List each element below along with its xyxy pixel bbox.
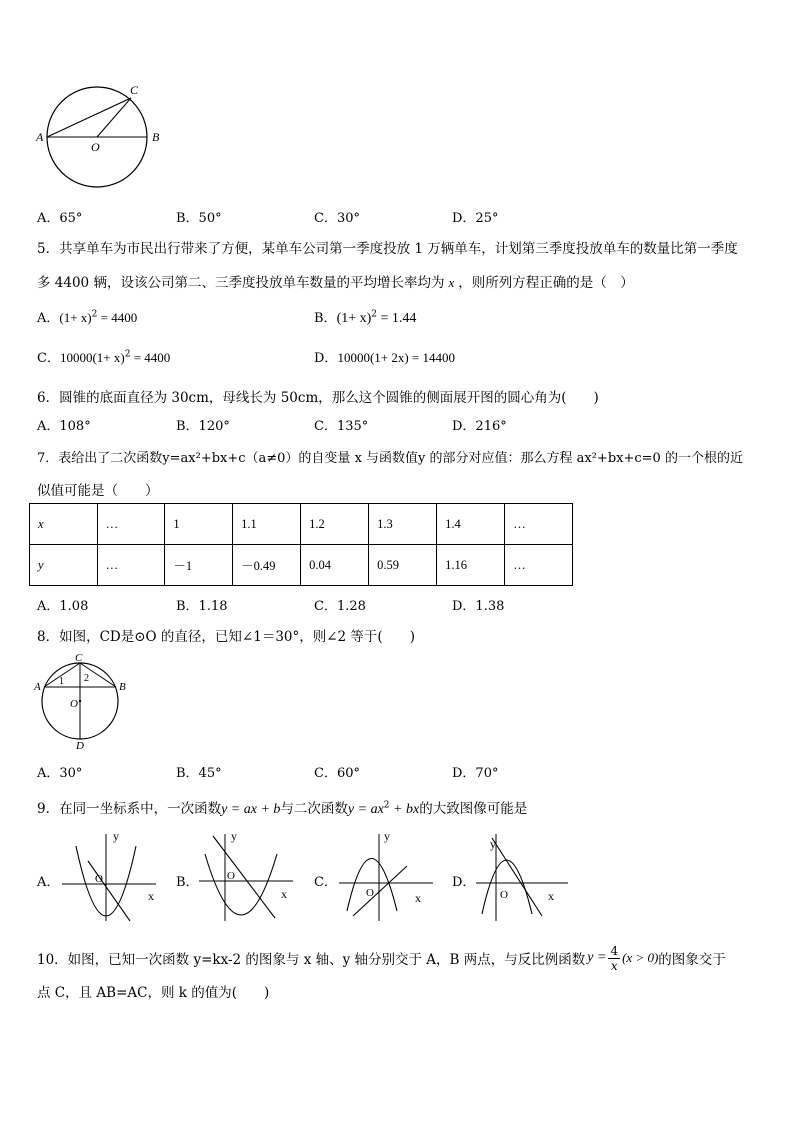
q5-option-b: B．$(1+ x)^2 = 1.44$	[314, 309, 417, 326]
q10-condition: (x > 0)	[622, 950, 659, 965]
q4-radius-oc	[97, 98, 131, 137]
q7-option-d: D．1.38	[452, 599, 505, 614]
q6-option-d: D．216°	[452, 419, 507, 434]
q4-option-a: A．65°	[37, 211, 83, 226]
q10-func-y: y =	[587, 950, 607, 965]
q8-stem: 8．如图，CD是⊙O 的直径，已知∠1＝30°，则∠2 等于( )	[37, 629, 415, 645]
q8-label-angle1: 1	[59, 676, 64, 687]
q8-option-c: C．60°	[314, 766, 360, 781]
table-cell: －1	[165, 545, 233, 586]
q9-a-origin: O	[95, 873, 103, 885]
q9-b-axis-x: x	[281, 887, 287, 901]
q5-stem-line2	[37, 271, 634, 291]
table-cell: 0.04	[301, 545, 369, 586]
q8-option-b: B．45°	[176, 766, 222, 781]
table-cell: 1	[165, 504, 233, 545]
q6-option-c: C．135°	[314, 419, 369, 434]
q7-option-a: A．1.08	[37, 599, 89, 614]
q4-option-b: B．50°	[176, 211, 222, 226]
q8-label-a: A	[34, 681, 41, 693]
q10-frac-den: x	[610, 958, 618, 973]
q9-c-origin: O	[366, 887, 374, 899]
q5-stem-line1: 5．共享单车为市民出行带来了方便，某单车公司第一季度投放 1 万辆单车，计划第三季度投放单车的数量比第一季度	[37, 241, 738, 257]
q9-c-line	[353, 866, 407, 916]
q6-option-b: B．120°	[176, 419, 230, 434]
q9-b-axis-y: y	[231, 829, 237, 843]
q9-stem: 9．在同一坐标系中，一次函数y = ax + b与二次函数$y = ax^2$ + bx的大致图像可能是	[37, 800, 528, 817]
table-cell: 1.1	[233, 504, 301, 545]
q10-stem-line2: 点 C，且 AB=AC，则 k 的值为( )	[37, 985, 270, 1001]
q7-table-row-x	[30, 504, 573, 545]
table-cell: －0.49	[233, 545, 301, 586]
q9-graph-c	[335, 826, 445, 926]
q9-c-parabola	[347, 859, 397, 912]
table-cell: …	[505, 504, 573, 545]
q4-label-a: A	[36, 130, 44, 144]
q9-option-d-label: D．	[452, 875, 476, 890]
q10-stem-line1: 10．如图，已知一次函数 y=kx-2 的图象与 x 轴、y 轴分别交于 A，B 两点，与反比例函数 y = $\frac{4}{x}$ (x > 0) 的图象交于	[37, 943, 726, 973]
q10-fraction	[608, 944, 620, 973]
q4-label-o: O	[91, 140, 100, 154]
q9-option-a-label: A．	[37, 875, 60, 890]
q7-option-c: C．1.28	[314, 599, 366, 614]
q7-stem-line2: 似值可能是（ ）	[37, 483, 159, 499]
q7-value-table	[29, 503, 573, 586]
q9-c-axis-x: x	[415, 891, 421, 905]
q9-graph-b	[195, 826, 305, 926]
q9-option-b-label: B．	[176, 875, 199, 890]
q7-option-b: B．1.18	[176, 599, 228, 614]
q8-circle-figure	[33, 651, 133, 751]
q7-table-row-y	[30, 545, 573, 586]
q5-option-d: D．10000(1+ 2x) = 14400	[314, 350, 456, 366]
table-cell: 1.3	[369, 504, 437, 545]
q5-stem-line2-pre: 多 4400 辆，设该公司第二、三季度投放单车数量的平均增长率均为	[37, 275, 445, 291]
q9-graph-a	[58, 826, 168, 926]
q10-frac-num: 4	[610, 943, 619, 958]
q4-label-b: B	[152, 130, 160, 144]
q9-d-origin: O	[500, 889, 508, 901]
q9-d-axis-x: x	[548, 889, 554, 903]
table-cell: x	[30, 504, 98, 545]
q4-circle-figure	[30, 80, 170, 195]
table-cell: 0.59	[369, 545, 437, 586]
q9-a-axis-x: x	[148, 889, 154, 903]
q4-option-c: C．30°	[314, 211, 360, 226]
q8-option-d: D．70°	[452, 766, 499, 781]
q8-label-o: O	[70, 698, 78, 710]
q9-b-origin: O	[227, 870, 235, 882]
table-cell: …	[97, 504, 165, 545]
q9-graph-d	[472, 826, 582, 926]
q9-c-axis-y: y	[384, 829, 390, 843]
table-cell: …	[505, 545, 573, 586]
table-cell: 1.4	[437, 504, 505, 545]
q7-stem-line1: 7．表给出了二次函数y=ax²+bx+c（a≠0）的自变量 x 与函数值y 的部分对应值：那么方程 ax²+bx+c=0 的一个根的近	[37, 451, 743, 466]
table-cell: …	[97, 545, 165, 586]
q4-option-d: D．25°	[452, 211, 499, 226]
q4-label-c: C	[130, 83, 139, 97]
table-cell: 1.16	[437, 545, 505, 586]
q5-stem-line2-post: ，则所列方程正确的是（ ）	[458, 275, 634, 291]
q9-d-parabola	[482, 860, 532, 914]
q9-linear-func: y = ax + b	[221, 802, 281, 817]
q6-stem: 6．圆锥的底面直径为 30cm，母线长为 50cm，那么这个圆锥的侧面展开图的圆心角为( )	[37, 390, 599, 406]
q5-option-a: A．$(1+ x)^2 = 4400$	[37, 309, 138, 326]
q8-center-dot	[79, 700, 81, 702]
q8-option-a: A．30°	[37, 766, 83, 781]
q9-a-axis-y: y	[113, 829, 119, 843]
q8-label-angle2: 2	[84, 673, 89, 684]
q9-quadratic-func: y = ax	[347, 802, 384, 817]
q6-option-a: A．108°	[37, 419, 91, 434]
q8-label-d: D	[76, 740, 84, 751]
q8-label-c: C	[75, 652, 83, 664]
q9-d-axis-y: y	[490, 837, 496, 851]
q9-d-line	[492, 838, 542, 916]
table-cell: y	[30, 545, 98, 586]
q5-option-c: C．$10000(1+ x)^2 = 4400$	[37, 349, 171, 366]
q9-b-line	[213, 836, 275, 918]
q9-option-c-label: C．	[314, 875, 337, 890]
q5-var-x: x	[448, 275, 455, 290]
q8-label-b: B	[119, 681, 126, 693]
table-cell: 1.2	[301, 504, 369, 545]
